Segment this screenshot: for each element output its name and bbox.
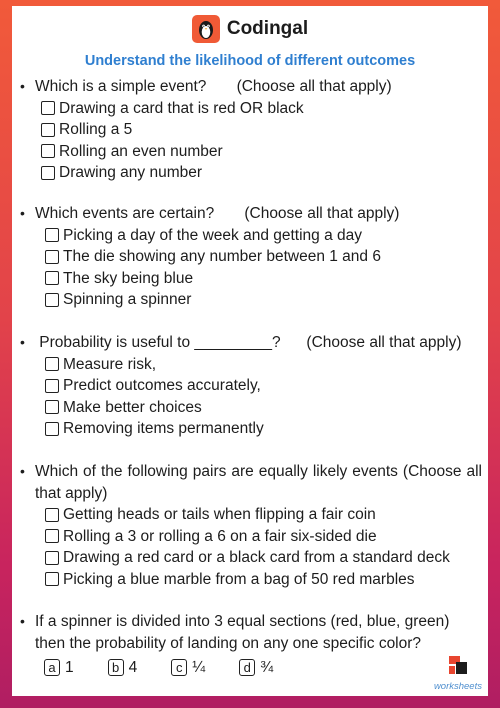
option-label: Rolling an even number	[59, 142, 223, 160]
bullet: •	[20, 205, 25, 221]
checkbox[interactable]	[45, 529, 59, 543]
bullet: •	[20, 613, 25, 629]
choice-a[interactable]	[44, 657, 74, 679]
question-text: Which is a simple event? (Choose all that apply)	[35, 78, 392, 95]
option-row[interactable]	[45, 569, 482, 591]
choice-value: ¼	[192, 659, 206, 676]
checkbox[interactable]	[45, 422, 59, 436]
penguin-logo-icon	[192, 15, 220, 43]
question-text: Probability is useful to _________? (Choose all that apply)	[35, 334, 462, 351]
watermark-text: worksheets	[433, 681, 482, 692]
option-label: The die showing any number between 1 and 6	[63, 248, 381, 265]
option-row[interactable]	[45, 397, 482, 419]
bullet: •	[20, 463, 25, 479]
choice-letter: a	[44, 659, 60, 676]
option-row[interactable]	[45, 375, 482, 397]
checkbox[interactable]	[41, 123, 55, 137]
question-3	[20, 332, 482, 440]
choice-value: 1	[65, 659, 74, 676]
checkbox[interactable]	[45, 572, 59, 586]
checkbox[interactable]	[45, 271, 59, 285]
option-label: Getting heads or tails when flipping a fair coin	[63, 506, 376, 523]
choice-value: 4	[128, 659, 138, 676]
option-row[interactable]	[41, 119, 482, 141]
choice-value: ¾	[260, 659, 274, 676]
answer-choices	[20, 657, 482, 679]
option-label: Rolling a 5	[59, 121, 133, 138]
option-label: Spinning a spinner	[63, 291, 192, 308]
option-label: The sky being blue	[63, 269, 194, 287]
question-1	[20, 76, 482, 184]
option-row[interactable]	[45, 246, 482, 268]
option-row[interactable]	[45, 354, 482, 376]
checkbox[interactable]	[45, 250, 59, 264]
worksheets-watermark	[434, 654, 482, 692]
bullet: •	[20, 334, 25, 350]
brand-name: Codingal	[226, 18, 309, 39]
choice-c[interactable]	[171, 657, 205, 679]
checkbox[interactable]	[41, 144, 55, 158]
option-row[interactable]	[45, 504, 482, 526]
worksheet-subtitle: Understand the likelihood of different outcomes	[84, 53, 416, 69]
option-label: Picking a blue marble from a bag of 50 red marbles	[63, 570, 415, 588]
checkbox[interactable]	[41, 101, 55, 115]
question-5	[20, 611, 482, 679]
choice-b[interactable]	[108, 657, 138, 679]
worksheet	[12, 6, 488, 696]
question-text: If a spinner is divided into 3 equal sections (red, blue, green) then the probability of landing on any one specific color?	[35, 613, 450, 652]
option-row[interactable]	[45, 547, 482, 569]
choice-letter: d	[239, 659, 255, 676]
option-label: Removing items permanently	[63, 420, 264, 437]
question-4	[20, 461, 482, 590]
checkbox[interactable]	[45, 228, 59, 242]
brand-header	[12, 15, 488, 43]
checkbox[interactable]	[45, 379, 59, 393]
question-2	[20, 203, 482, 311]
option-row[interactable]	[45, 268, 482, 290]
worksheets-logo-icon	[447, 654, 469, 676]
option-label: Rolling a 3 or rolling a 6 on a fair six-sided die	[63, 527, 377, 545]
choice-letter: c	[171, 659, 187, 676]
option-row[interactable]	[41, 162, 482, 184]
option-row[interactable]	[41, 98, 482, 120]
option-row[interactable]	[45, 289, 482, 311]
option-row[interactable]	[45, 418, 482, 440]
choice-d[interactable]	[239, 657, 273, 679]
checkbox[interactable]	[45, 357, 59, 371]
option-row[interactable]	[41, 141, 482, 163]
question-text: Which events are certain? (Choose all that apply)	[35, 205, 400, 222]
option-label: Picking a day of the week and getting a day	[63, 226, 363, 244]
option-label: Drawing a red card or a black card from a standard deck	[63, 549, 450, 566]
checkbox[interactable]	[41, 166, 55, 180]
checkbox[interactable]	[45, 400, 59, 414]
bullet: •	[20, 78, 25, 94]
option-label: Drawing any number	[59, 164, 203, 181]
checkbox[interactable]	[45, 293, 59, 307]
option-label: Drawing a card that is red OR black	[59, 99, 304, 117]
question-text: Which of the following pairs are equally likely events (Choose all that apply)	[35, 463, 482, 502]
checkbox[interactable]	[45, 551, 59, 565]
option-label: Predict outcomes accurately,	[63, 377, 261, 394]
option-row[interactable]	[45, 526, 482, 548]
choice-letter: b	[108, 659, 124, 676]
checkbox[interactable]	[45, 508, 59, 522]
option-label: Make better choices	[63, 398, 202, 416]
option-row[interactable]	[45, 225, 482, 247]
option-label: Measure risk,	[63, 355, 157, 373]
